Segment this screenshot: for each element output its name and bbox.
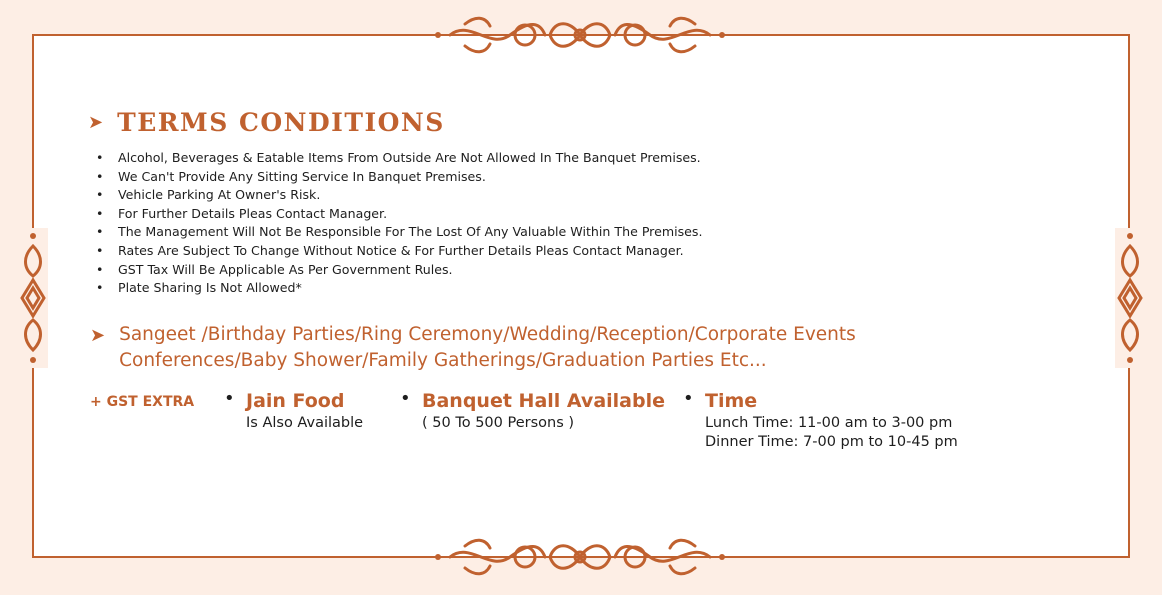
feature-title: Banquet Hall Available xyxy=(422,390,665,412)
list-item: • For Further Details Pleas Contact Manager. xyxy=(96,205,996,224)
feature-time xyxy=(683,388,958,452)
events-block xyxy=(90,322,856,374)
bullet-icon: • xyxy=(400,388,411,409)
gst-note: + GST EXTRA xyxy=(90,394,195,410)
feature-detail: ( 50 To 500 Persons ) xyxy=(422,415,575,431)
list-item: • Plate Sharing Is Not Allowed* xyxy=(96,279,996,298)
lunch-time: Lunch Time: 11-00 am to 3-00 pm xyxy=(705,415,953,431)
list-item: • Vehicle Parking At Owner's Risk. xyxy=(96,186,996,205)
bullet-icon: • xyxy=(683,388,694,409)
feature-title: Jain Food xyxy=(246,390,345,412)
list-item: • GST Tax Will Be Applicable As Per Government Rules. xyxy=(96,261,996,280)
feature-title: Time xyxy=(705,390,758,412)
bullet-icon: • xyxy=(224,388,235,409)
top-flourish xyxy=(430,14,730,56)
list-item: • We Can't Provide Any Sitting Service In Banquet Premises. xyxy=(96,168,996,187)
right-side-ornament xyxy=(1115,228,1145,368)
arrow-right-icon: ➤ xyxy=(88,112,104,133)
feature-jain-food xyxy=(224,388,364,433)
events-line: Conferences/Baby Shower/Family Gatherings/Graduation Parties Etc... xyxy=(119,350,767,371)
list-item: • The Management Will Not Be Responsible For The Lost Of Any Valuable Within The Premises. xyxy=(96,223,996,242)
feature-detail: Is Also Available xyxy=(246,415,364,431)
terms-list xyxy=(96,149,996,298)
list-item: • Alcohol, Beverages & Eatable Items From Outside Are Not Allowed In The Banquet Premises. xyxy=(96,149,996,168)
page-title: TERMS CONDITIONS xyxy=(117,108,445,137)
bottom-flourish xyxy=(430,536,730,578)
left-side-ornament xyxy=(18,228,48,368)
list-item: • Rates Are Subject To Change Without Notice & For Further Details Pleas Contact Manager. xyxy=(96,242,996,261)
events-line: Sangeet /Birthday Parties/Ring Ceremony/Wedding/Reception/Corporate Events xyxy=(119,324,856,345)
section-heading xyxy=(88,108,445,137)
dinner-time: Dinner Time: 7-00 pm to 10-45 pm xyxy=(705,434,958,450)
feature-banquet-hall xyxy=(400,388,665,433)
arrow-right-icon: ➤ xyxy=(90,325,106,346)
